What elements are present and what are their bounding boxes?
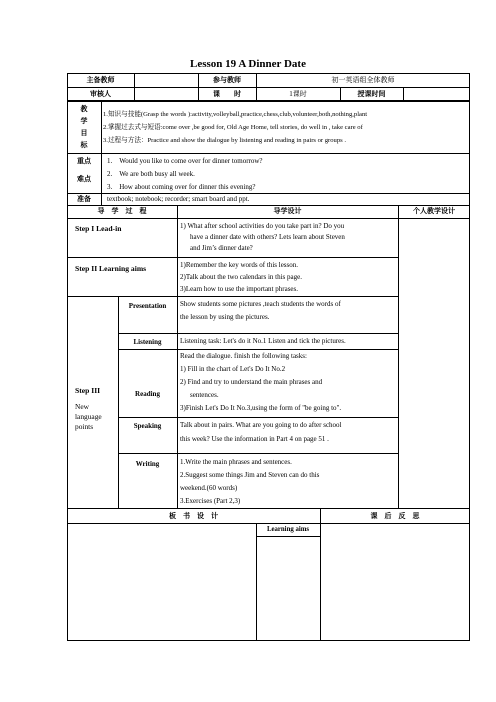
chief-teacher-label: 主备教师 [86, 76, 115, 84]
presentation-line-2: the lesson by using the pictures. [180, 313, 270, 321]
reading-line-3: 2) Find and try to understand the main phrases and [180, 378, 323, 386]
time-label: 授课时间 [357, 90, 386, 98]
key-point-1: 1. Would you like to come over for dinner tomorrow? [107, 157, 263, 165]
colheader-bottom-line [67, 218, 470, 219]
reading-line-4: sentences. [190, 391, 219, 399]
personal-header: 个人教学设计 [413, 207, 455, 215]
objective-line-3: 3.过程与方法：Practice and show the dialogue by listening and reading in pairs or groups . [103, 137, 347, 144]
process-header: 导 学 过 程 [97, 207, 147, 215]
step3-sub-col-line [118, 296, 119, 508]
key-point-3: 3. How about coming over for dinner this evening? [107, 183, 256, 191]
step3-name: Step III [75, 386, 101, 395]
writing-line-4: 3.Exercises (Part 2,3) [180, 497, 241, 505]
periods-label: 课 时 [213, 90, 241, 98]
speaking-line-1: Talk about in pairs. What are you going to do after school [180, 421, 342, 429]
step2-line-1: 1)Remember the key words of this lesson. [180, 261, 299, 269]
step3-sub-1: New [75, 402, 89, 411]
reading-line-2: 1) Fill in the chart of Let's Do It No.2 [180, 365, 286, 373]
objectives-label-2: 学 [80, 117, 88, 125]
participants-label: 参与教师 [213, 76, 241, 84]
learning-aims-label: Learning aims [266, 526, 310, 533]
key-points-label: 重点 [77, 157, 91, 165]
header-col-1 [134, 73, 135, 101]
prep-value: textbook; notebook; recorder; smart board and ppt. [107, 195, 250, 203]
difficulties-label: 难点 [77, 175, 91, 183]
step3-sub-2: language [75, 412, 102, 421]
step2-name: Step II Learning aims [75, 264, 147, 273]
header-row-divider [67, 87, 470, 88]
step2-bottom-line [67, 296, 398, 297]
step1-line-2: have a dinner date with others? Lets learn about Steven [190, 233, 345, 241]
listening-label: Listening [133, 338, 162, 346]
reading-label: Reading [135, 390, 160, 398]
step2-line-3: 3)Learn how to use the important phrases. [180, 285, 298, 293]
learning-aims-underline [256, 536, 320, 537]
step1-bottom-line [67, 257, 398, 258]
footer-col-line [320, 508, 321, 641]
footer-header-line [67, 523, 470, 524]
reading-bottom-line [118, 417, 398, 418]
writing-line-3: weekend.(60 words) [180, 484, 238, 492]
header-col-5 [403, 87, 404, 101]
presentation-bottom-line [118, 333, 398, 334]
objectives-label-1: 教 [80, 105, 88, 113]
step2-line-2: 2)Talk about the two calendars in this page. [180, 273, 302, 281]
step1-line-3: and Jim’s dinner date? [190, 244, 253, 252]
speaking-label: Speaking [133, 422, 162, 430]
periods-value: 1课时 [289, 90, 307, 98]
objectives-bottom-line [67, 153, 470, 154]
personal-col-line [398, 205, 399, 508]
reading-line-5: 3)Finish Let's Do It No.3,using the form of "be going to". [180, 404, 342, 412]
step1-name: Step I Lead-in [75, 224, 122, 233]
listening-line-1: Listening task: Let's do it No.1 Listen and tick the pictures. [180, 337, 346, 345]
board-design-header: 板 书 设 计 [169, 512, 218, 520]
step1-line-1: 1) What after school activities do you take part in? Do you [180, 222, 345, 230]
speaking-line-2: this week? Use the information in Part 4 on page 51 . [180, 435, 329, 443]
design-header: 导学设计 [273, 207, 302, 215]
body-bottom-line [67, 508, 470, 509]
writing-label: Writing [135, 460, 160, 468]
reviewer-label: 审核人 [90, 90, 111, 98]
key-point-2: 2. We are both busy all week. [107, 170, 195, 178]
speaking-bottom-line [118, 453, 398, 454]
presentation-line-1: Show students some pictures ,teach students the words of [180, 300, 341, 308]
participants-value: 初一英语组全体教师 [331, 76, 395, 84]
objective-line-2: 2.掌握过去式与短语:come over ,be good for, Old Age Home, tell stories, do well in , take care of [103, 124, 363, 131]
writing-line-2: 2.Suggest some things Jim and Steven can do this [180, 471, 320, 479]
reading-line-1: Read the dialogue. finish the following tasks: [180, 352, 307, 360]
reflection-header: 课 后 反 思 [370, 512, 420, 520]
process-col-line [177, 205, 178, 508]
page-title: Lesson 19 A Dinner Date [190, 58, 306, 70]
objective-line-1: 1.知识与技能(Grasp the words ):activity,volleyball,practice,chess,club,volunteer,both,nothing,plant [103, 111, 368, 118]
learning-aims-col-line [256, 523, 257, 641]
prep-label: 准备 [77, 195, 91, 203]
writing-line-1: 1.Write the main phrases and sentences. [180, 458, 292, 466]
objectives-label-3: 目 [80, 129, 88, 137]
presentation-label: Presentation [128, 302, 167, 310]
listening-bottom-line [118, 349, 398, 350]
objectives-label-4: 标 [80, 141, 88, 149]
step3-sub-3: points [75, 422, 94, 431]
